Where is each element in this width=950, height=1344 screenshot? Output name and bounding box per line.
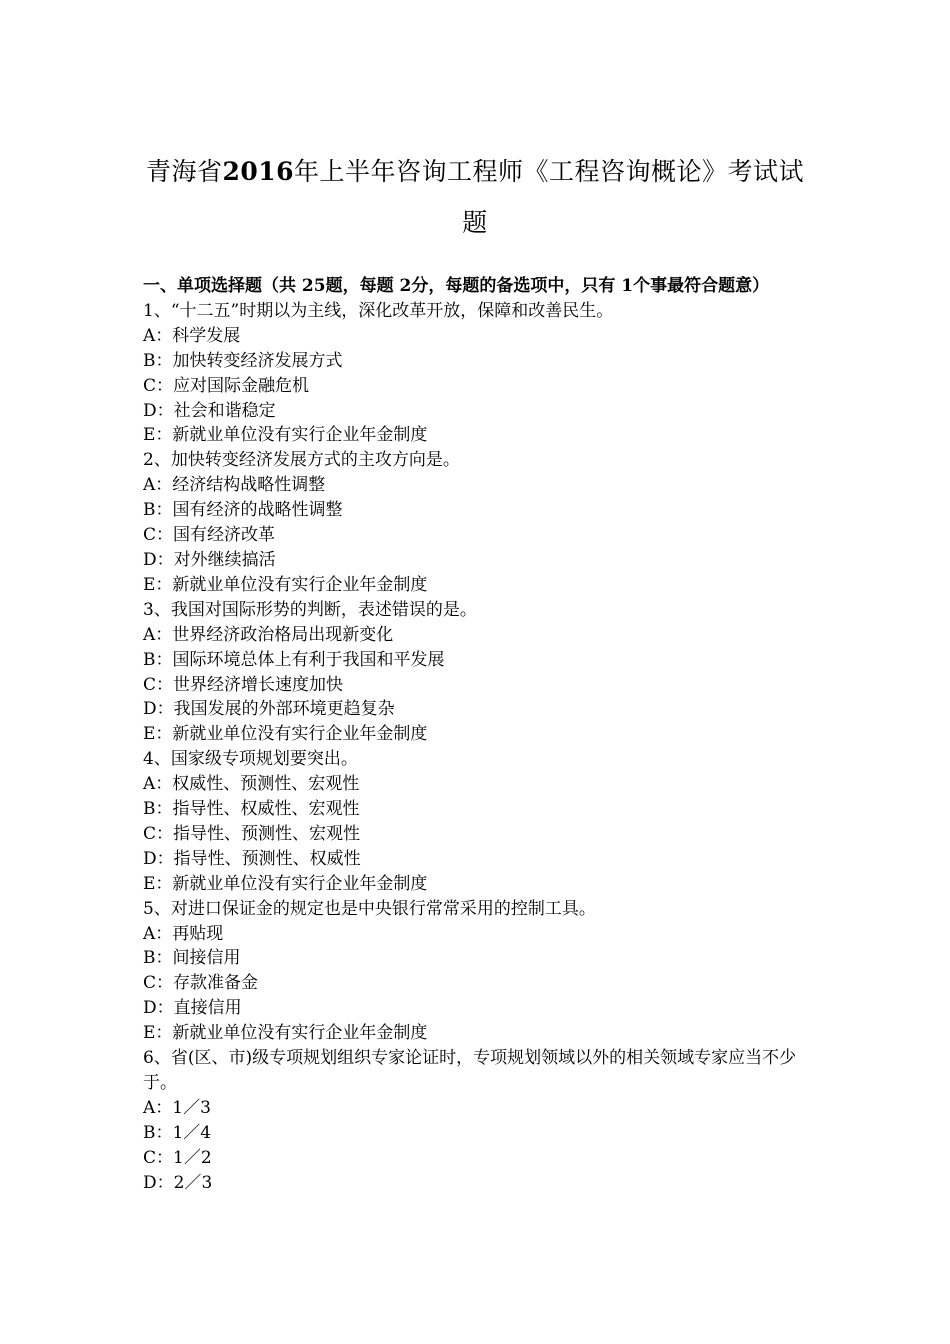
option-b: B：国际环境总体上有利于我国和平发展: [143, 649, 445, 670]
option-a: A：经济结构战略性调整: [143, 475, 326, 496]
question-4: [143, 747, 811, 896]
question-1: [143, 299, 811, 448]
question-stem: 1、“十二五”时期以为主线，深化改革开放，保障和改善民生。: [143, 300, 614, 321]
question-stem: 6、省(区、市)级专项规划组织专家论证时，专项规划领域以外的相关领域专家应当不少于。: [143, 1048, 797, 1093]
option-b: B：加快转变经济发展方式: [143, 350, 343, 371]
option-c: C：世界经济增长速度加快: [143, 674, 344, 695]
option-e: E：新就业单位没有实行企业年金制度: [143, 425, 428, 446]
option-c: C：1／2: [143, 1147, 212, 1168]
option-c: C：应对国际金融危机: [143, 375, 310, 396]
option-a: A：科学发展: [143, 325, 241, 346]
question-stem: 5、对进口保证金的规定也是中央银行常常采用的控制工具。: [143, 898, 596, 919]
option-d: D：2／3: [143, 1172, 213, 1193]
option-d: D：社会和谐稳定: [143, 400, 276, 421]
question-2: [143, 448, 811, 597]
option-c: C：存款准备金: [143, 973, 259, 994]
option-c: C：指导性、预测性、宏观性: [143, 823, 361, 844]
option-d: D：直接信用: [143, 998, 242, 1019]
title-year: 2016: [222, 157, 295, 186]
option-a: A：1／3: [143, 1097, 211, 1118]
option-b: B：间接信用: [143, 948, 241, 969]
option-e: E：新就业单位没有实行企业年金制度: [143, 574, 428, 595]
option-e: E：新就业单位没有实行企业年金制度: [143, 1023, 428, 1044]
option-d: D：我国发展的外部环境更趋复杂: [143, 699, 395, 720]
option-b: B：1／4: [143, 1122, 212, 1143]
question-stem: 4、国家级专项规划要突出。: [143, 749, 358, 770]
option-d: D：指导性、预测性、权威性: [143, 848, 361, 869]
option-a: A：世界经济政治格局出现新变化: [143, 624, 394, 645]
option-e: E：新就业单位没有实行企业年金制度: [143, 724, 428, 745]
question-3: [143, 598, 811, 747]
option-b: B：国有经济的战略性调整: [143, 500, 343, 521]
option-d: D：对外继续搞活: [143, 549, 276, 570]
option-a: A：权威性、预测性、宏观性: [143, 774, 360, 795]
title-part2: 年上半年咨询工程师《工程咨询概论》考试试题: [294, 157, 805, 237]
document-title: [140, 146, 810, 248]
document-body: [143, 274, 811, 1196]
option-e: E：新就业单位没有实行企业年金制度: [143, 873, 428, 894]
question-6: [143, 1046, 811, 1195]
option-b: B：指导性、权威性、宏观性: [143, 799, 360, 820]
title-part1: 青海省: [145, 157, 223, 186]
question-5: [143, 897, 811, 1046]
question-stem: 3、我国对国际形势的判断，表述错误的是。: [143, 599, 477, 620]
question-stem: 2、加快转变经济发展方式的主攻方向是。: [143, 450, 460, 471]
option-a: A：再贴现: [143, 923, 224, 944]
section-heading: 一、单项选择题（共 25题，每题 2分，每题的备选项中，只有 1个事最符合题意）: [143, 276, 770, 296]
option-c: C：国有经济改革: [143, 525, 276, 546]
